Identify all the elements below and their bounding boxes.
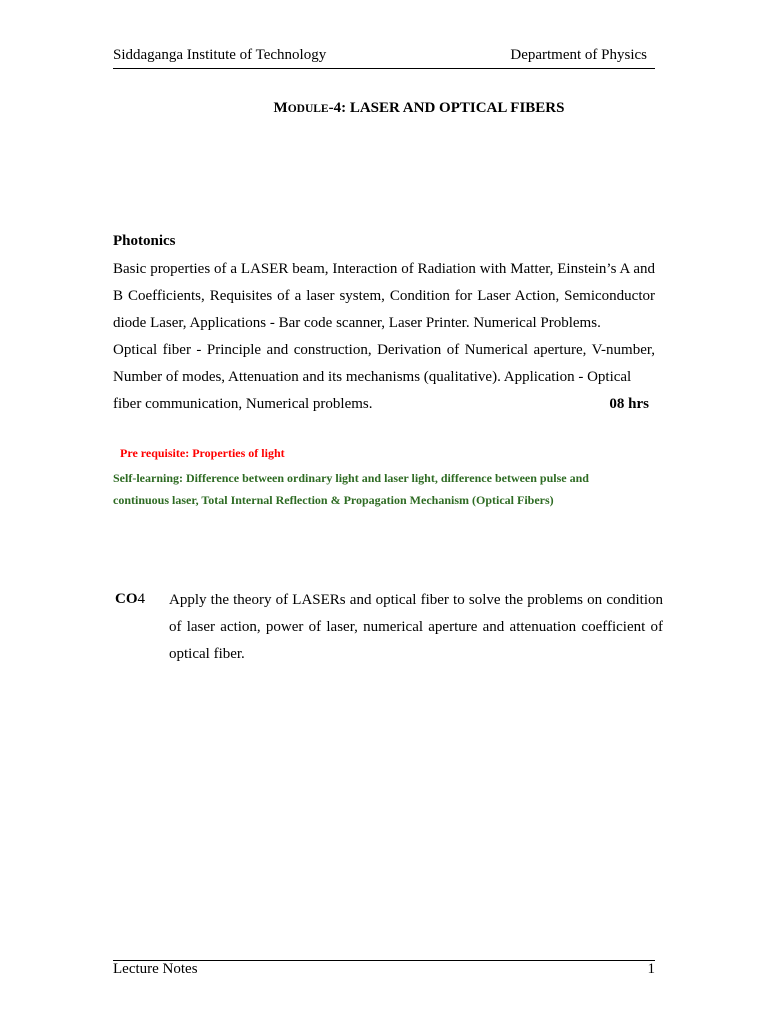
module-title-rest: -4: LASER AND OPTICAL FIBERS bbox=[328, 100, 565, 116]
page-footer bbox=[113, 960, 655, 985]
module-title-initial: M bbox=[273, 100, 288, 116]
syllabus-block bbox=[113, 256, 655, 418]
footer-page-number: 1 bbox=[647, 961, 655, 977]
course-outcome-label-number: 4 bbox=[137, 591, 145, 607]
module-title-smallcaps: ODULE bbox=[287, 103, 329, 115]
section-heading: Photonics bbox=[113, 233, 176, 249]
self-learning-note: Self-learning: Difference between ordinary light and laser light, difference between pulse and continuous laser, Total Internal Reflection & Propagation Mechanism (Optical Fibers) bbox=[113, 471, 589, 507]
footer-lecture-notes: Lecture Notes bbox=[113, 961, 198, 977]
course-outcome-text: Apply the theory of LASERs and optical fiber to solve the problems on condition of laser action, power of laser, numerical aperture and attenuation coefficient of optical fiber. bbox=[169, 592, 663, 662]
header-institute: Siddaganga Institute of Technology bbox=[113, 47, 327, 63]
syllabus-paragraph-laser: Basic properties of a LASER beam, Interaction of Radiation with Matter, Einstein’s A and B Coefficients, Requisites of a laser system, Condition for Laser Action, Semiconductor diode Laser, Applications - Bar code scanner, Laser Printer. Numerical Problems. bbox=[113, 261, 655, 331]
header-department: Department of Physics bbox=[510, 47, 647, 63]
course-outcome-label-prefix: CO bbox=[115, 591, 138, 607]
module-title bbox=[0, 100, 768, 117]
syllabus-paragraph-fiber-end: fiber communication, Numerical problems. bbox=[113, 396, 373, 412]
syllabus-paragraph-fiber: Optical fiber - Principle and construction, Derivation of Numerical aperture, V-number, Number of modes, Attenuation and its mechanisms (qualitative). Application - Optical bbox=[113, 342, 655, 385]
page-header bbox=[113, 46, 655, 69]
syllabus-last-line bbox=[113, 391, 655, 418]
course-outcome-label bbox=[115, 591, 145, 608]
prerequisite-note: Pre requisite: Properties of light bbox=[120, 446, 285, 460]
syllabus-hours: 08 hrs bbox=[609, 396, 649, 412]
